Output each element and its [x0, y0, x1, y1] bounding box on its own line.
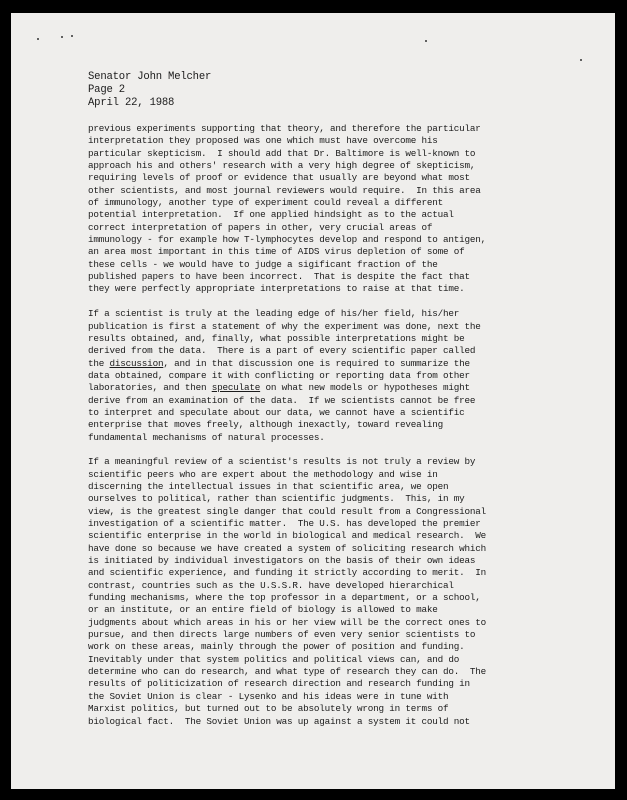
scan-speck [61, 36, 63, 38]
text-line: discerning the intellectual issues in that scientific area, we open [88, 480, 449, 492]
text-line: an area most important in this time of AIDS virus depletion of some of [88, 246, 465, 258]
text-line: derived from the data. There is a part of every scientific paper called [88, 345, 476, 357]
scan-speck [37, 38, 39, 40]
text-line: requiring levels of proof or evidence that usually are beyond what most [88, 172, 470, 184]
text-line: derive from an examination of the data. If we scientists cannot be free [88, 394, 476, 406]
text-line: correct interpretation of papers in other, very crucial areas of [88, 221, 433, 233]
date-line: April 22, 1988 [88, 97, 175, 109]
text-line: they were perfectly appropriate interpretations to raise at that time. [88, 283, 465, 295]
text-line: contrast, countries such as the U.S.S.R. have developed hierarchical [88, 579, 454, 591]
text-line: investigation of a scientific matter. The U.S. has developed the premier [88, 518, 481, 529]
text-line: ourselves to political, rather than scientific judgments. This, in my [88, 493, 465, 505]
scan-speck [580, 59, 582, 61]
text-line: Marxist politics, but turned out to be absolutely wrong in terms of [88, 703, 449, 715]
text-line: enterprise that moves freely, although inexactly, toward revealing [88, 419, 444, 431]
text-line: If a meaningful review of a scientist's results is not truly a review by [88, 456, 476, 468]
paragraph [88, 308, 558, 444]
text-line: immunology - for example how T-lymphocytes develop and respond to antigen, [88, 234, 487, 246]
page-number-line: Page 2 [88, 84, 125, 96]
text-line: other scientists, and most journal reviewers would require. In this area [88, 184, 481, 196]
text-line: previous experiments supporting that theory, and therefore the particular [88, 123, 481, 134]
text-line: to interpret and speculate about our data, we cannot have a scientific [88, 406, 465, 418]
text-line: publication is first a statement of why the experiment was done, next the [88, 320, 481, 332]
text-line: potential interpretation. If one applied hindsight as to the actual [88, 209, 454, 221]
text-line: or an institute, or an entire field of biology is allowed to make [88, 604, 438, 616]
text-line: work on these areas, mainly through the power of position and funding. [88, 641, 465, 653]
text-line: pursue, and then directs large numbers of even very senior scientists to [88, 629, 476, 641]
letter-body [88, 123, 558, 740]
text-line: view, is the greatest single danger that could result from a Congressional [88, 505, 487, 517]
underlined-word: speculate [211, 382, 261, 394]
text-line: interpretation they proposed was one which must have overcome his [88, 135, 438, 147]
text-segment: laboratories, and then [88, 382, 212, 394]
text-segment: on what new models or hypotheses might [260, 382, 470, 394]
text-line: judgments about which areas in his or her view will be the correct ones to [88, 616, 487, 628]
text-line: scientific peers who are expert about the methodology and wise in [88, 468, 438, 480]
text-line: and scientific experience, and funding it strictly according to merit. In [88, 567, 487, 579]
text-line: have done so because we have created a system of soliciting research which [88, 542, 487, 554]
scan-speck [425, 40, 427, 42]
text-line: results obtained, and, finally, what possible interpretations might be [88, 332, 465, 344]
text-segment: , and in that discussion one is required to summarize the [163, 357, 470, 369]
letter-page [11, 13, 615, 789]
text-line: data obtained, compare it with conflicting or reporting data from other [88, 369, 470, 381]
text-line: is initiated by individual investigators on the basis of their own ideas [88, 555, 476, 567]
text-line [88, 358, 558, 370]
scan-speck [71, 35, 73, 37]
text-segment: the [88, 357, 110, 369]
text-line: the Soviet Union is clear - Lysenko and his ideas were in tune with [88, 690, 449, 702]
text-line: If a scientist is truly at the leading edge of his/her field, his/her [88, 308, 460, 320]
text-line [88, 382, 558, 394]
paragraph [88, 456, 558, 728]
text-line: scientific enterprise in the world in biological and medical research. We [88, 530, 487, 542]
text-line: approach his and others' research with a very high degree of skepticism, [88, 160, 476, 172]
text-line: results of politicization of research direction and research funding in [88, 678, 470, 690]
text-line: Inevitably under that system politics and political views can, and do [88, 653, 460, 665]
text-line: biological fact. The Soviet Union was up against a system it could not [88, 715, 470, 727]
text-line: funding mechanisms, where the top professor in a department, or a school, [88, 592, 481, 604]
text-line: determine who can do research, and what type of research they can do. The [88, 666, 487, 678]
underlined-word: discussion [109, 357, 164, 369]
text-line: published papers to have been incorrect. That is despite the fact that [88, 271, 470, 283]
text-line: these cells - we would have to judge a sigificant fraction of the [88, 258, 438, 270]
text-line: particular skepticism. I should add that Dr. Baltimore is well-known to [88, 147, 476, 159]
text-line: fundamental mechanisms of natural processes. [88, 431, 325, 443]
recipient-line: Senator John Melcher [88, 71, 212, 83]
paragraph [88, 123, 558, 296]
text-line: of immunology, another type of experiment could reveal a different [88, 197, 444, 209]
letter-header [88, 71, 558, 110]
